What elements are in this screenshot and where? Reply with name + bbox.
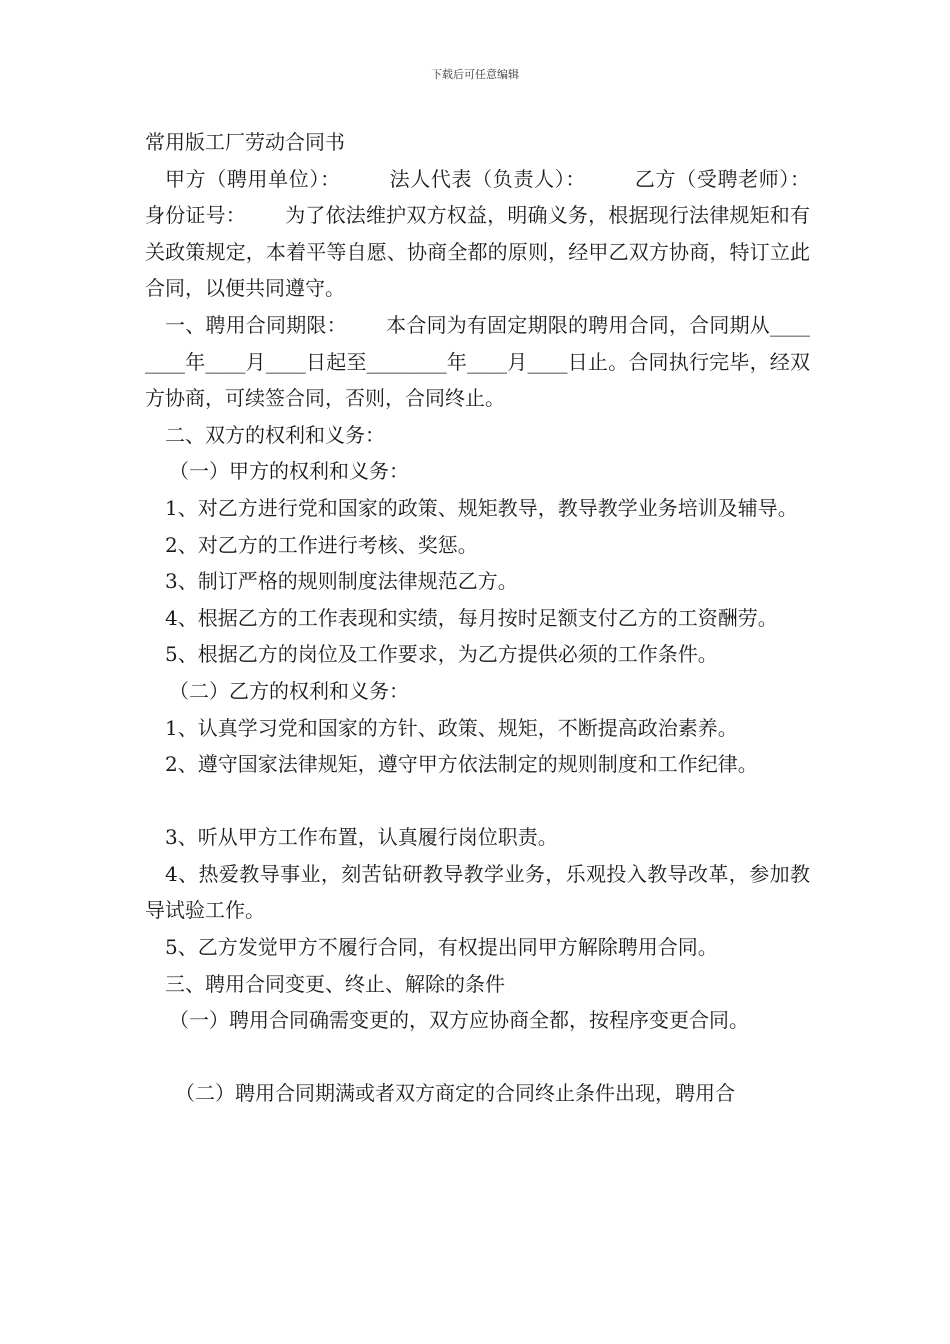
document-title: 常用版工厂劳动合同书 bbox=[145, 130, 345, 154]
section-3-1: （一）聘用合同确需变更的，双方应协商全都，按程序变更合同。 bbox=[169, 1008, 749, 1033]
section-2-2-item-3: 3、听从甲方工作布置，认真履行岗位职责。 bbox=[165, 825, 558, 850]
section-2-2-item-2: 2、遵守国家法律规矩，遵守甲方依法制定的规则制度和工作纪律。 bbox=[165, 752, 758, 777]
section-2-1-item-4: 4、根据乙方的工作表现和实绩，每月按时足额支付乙方的工资酬劳。 bbox=[165, 605, 778, 630]
section-2-1-item-1: 1、对乙方进行党和国家的政策、规矩教导，教导教学业务培训及辅导。 bbox=[165, 495, 798, 520]
blank-line bbox=[145, 783, 810, 820]
contract-document bbox=[145, 124, 842, 1112]
blank-line bbox=[145, 1039, 810, 1076]
intro-paragraph: 甲方（聘用单位）： 法人代表（负责人）： 乙方（受聘老师）： 身份证号： 为了依法维护双方权益，明确义务，根据现行法律规矩和有关政策规定，本着平等自愿、协商全都的原则，经甲乙双方协商，特订立此合同，以便共同遵守。 bbox=[145, 166, 842, 301]
section-2-1-heading: （一）甲方的权利和义务： bbox=[169, 459, 409, 484]
section-3-heading: 三、聘用合同变更、终止、解除的条件 bbox=[165, 971, 505, 996]
section-2-2-item-5: 5、乙方发觉甲方不履行合同，有权提出同甲方解除聘用合同。 bbox=[165, 935, 718, 960]
section-3-2: （二）聘用合同期满或者双方商定的合同终止条件出现，聘用合 bbox=[175, 1081, 735, 1106]
section-2-2-item-1: 1、认真学习党和国家的方针、政策、规矩，不断提高政治素养。 bbox=[165, 715, 738, 740]
section-2-1-item-3: 3、制订严格的规则制度法律规范乙方。 bbox=[165, 569, 518, 594]
section-2-1-item-5: 5、根据乙方的岗位及工作要求，为乙方提供必须的工作条件。 bbox=[165, 642, 718, 667]
section-2-2-item-4: 4、热爱教导事业，刻苦钻研教导教学业务，乐观投入教导改革，参加教导试验工作。 bbox=[145, 861, 810, 923]
page-header-note: 下载后可任意编辑 bbox=[431, 68, 519, 81]
section-1-term: 一、聘用合同期限： 本合同为有固定期限的聘用合同，合同期从________年____月____日起至________年____月____日止。合同执行完毕，经双方协商，可续签合同，否则，合同终止。 bbox=[145, 312, 810, 411]
section-2-heading: 二、双方的权利和义务： bbox=[165, 422, 385, 447]
section-2-2-heading: （二）乙方的权利和义务： bbox=[169, 678, 409, 703]
section-2-1-item-2: 2、对乙方的工作进行考核、奖惩。 bbox=[165, 532, 478, 557]
